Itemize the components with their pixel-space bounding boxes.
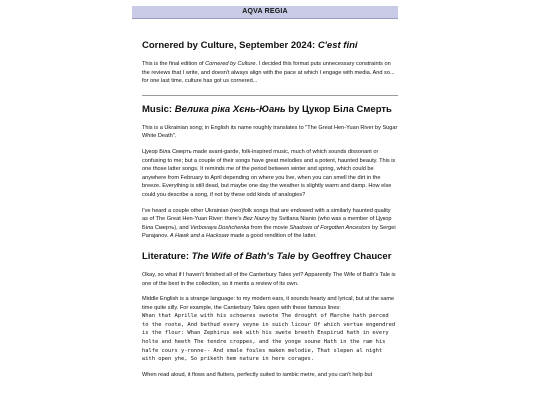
music-paragraph-3 <box>142 207 398 241</box>
intro-paragraph <box>142 60 398 86</box>
music-p3-text-e: made a good rendition of the latter. <box>228 233 317 240</box>
music-p3-text-b: by Svitlana Nianio (who was a member of Цукор Біла Смерть), and <box>142 216 392 231</box>
music-p3-em-3: Shadows of Forgotten Ancestors <box>289 224 371 231</box>
intro-text-1: This is the final edition of <box>142 61 206 67</box>
literature-paragraph-3: When read aloud, it flows and flutters, perfectly suited to iambic metre, and you can't help but <box>142 371 373 378</box>
literature-heading <box>142 251 398 262</box>
site-banner[interactable]: AQVA REGIA <box>132 6 398 19</box>
literature-paragraph-2 <box>142 295 398 312</box>
music-p3-em-4: A Hawk and a Hacksaw <box>169 233 229 240</box>
music-heading <box>142 104 398 115</box>
music-p3-text-c: from the movie <box>249 224 290 231</box>
music-heading-post: by Цукор Біла Смерть <box>285 103 392 115</box>
literature-heading-post: by Geoffrey Chaucer <box>295 250 392 262</box>
music-p3-text-d: by Sergei Parajanov. <box>142 224 396 240</box>
article <box>142 40 398 386</box>
music-paragraph-1: This is a Ukrainian song; in English its name roughly translates to "The Great Hen-Yuan River by Sugar White Death". <box>142 124 398 140</box>
verse-block: Whan that Aprille with his schowres swoote The drought of Marche hath perced to the roote, And bathud every veyne in suich licour Of which vertue engendred is the flour: Whan Zephirus eek with his swete breeth Enspirud hath in every holte and heeth The tendre croppes, and the yonge soune Hath in the ram his halfe cours y-ronne-- And smale foules maken melodie, That slepen al night with open yhe, So priketh hem nature in here corages. <box>142 313 399 363</box>
literature-p2-text: Middle English is a strange language: to my modern ears, it sounds hearty and lyrical, but at the same time quite silly. For example, the Canterbury Tales open with these famous lines: <box>142 296 395 311</box>
divider <box>142 95 398 96</box>
music-p3-em-2: Verbovaya Doshchenka <box>190 224 250 231</box>
literature-heading-pre: Literature: <box>142 250 192 262</box>
literature-paragraph-1: Okay, so what if I haven't finished all of the Canterbury Tales yet? Apparently The Wife of Bath's Tale is one of the best in the collection, so it merits a review of its own. <box>142 271 396 287</box>
music-p3-em-1: Bez Nazvy <box>243 216 270 223</box>
literature-heading-title: The Wife of Bath's Tale <box>191 250 296 262</box>
intro-text-2: . I decided this format puts unnecessary constraints on the reviews that I write, and doesn't always align with the pace at which I engage with media. And so... for one last time, culture has got us cornered... <box>142 61 395 85</box>
music-heading-pre: Music: <box>142 103 175 115</box>
intro-emphasis: Cornered by Culture <box>205 61 256 67</box>
title-emphasis: C'est fini <box>317 40 358 51</box>
page-title <box>142 40 398 51</box>
music-heading-title: Велика ріка Хєнь-Юань <box>174 103 286 115</box>
title-text: Cornered by Culture, September 2024: <box>142 40 318 51</box>
music-p3-text-a: I've heard a couple other Ukrainian (neo)folk songs that are endowed with a similarly haunted quality as of The Great Hen-Yuan River: there's <box>142 207 391 223</box>
music-paragraph-2: Цукор Біла Смерть made avant-garde, folk-inspired music, much of which sounds dissonant or confusing to me; but a couple of their songs have great melodies and a potent, haunted beauty. This is one those latter songs. It reminds me of the period between winter and spring, which could be anywhere from February to April depending on where you live, when you can smell the dirt in the breeze. Everything is still dead, but maybe one day the weather is slightly warm and damp. How else could you describe a song, if not by these odd kinds of analogies? <box>142 148 396 198</box>
